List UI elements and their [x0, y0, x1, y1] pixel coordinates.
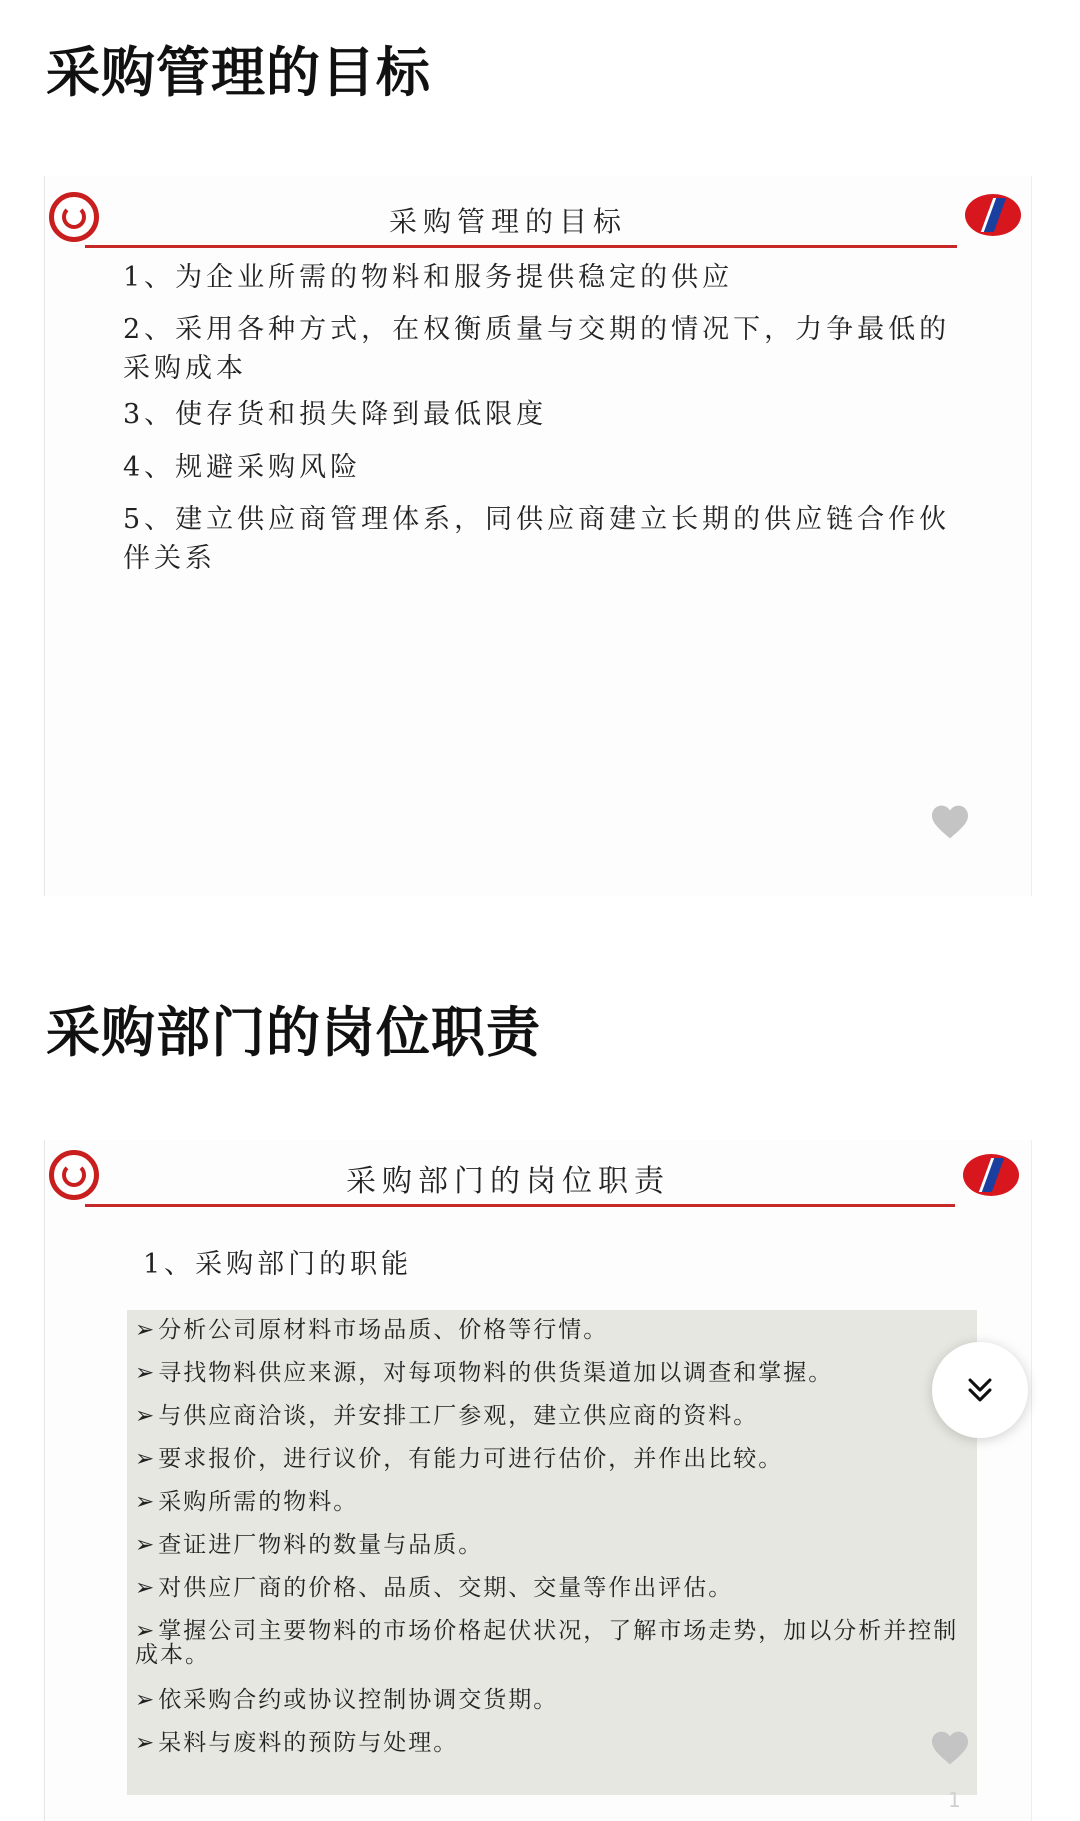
subheading: 1、采购部门的职能 [143, 1249, 413, 1280]
slide-goals [44, 176, 1032, 896]
bullet-arrow-icon: ➢ [135, 1532, 157, 1558]
bullet-arrow-icon: ➢ [135, 1317, 157, 1343]
list-item: ➢要求报价，进行议价，有能力可进行估价，并作出比较。 [135, 1446, 784, 1472]
bullet-arrow-icon: ➢ [135, 1489, 157, 1515]
bullet-arrow-icon: ➢ [135, 1360, 157, 1386]
slide-title: 采购管理的目标 [388, 205, 627, 238]
title-divider [85, 245, 957, 248]
list-item: ➢查证进厂物料的数量与品质。 [135, 1532, 484, 1558]
bullet-arrow-icon: ➢ [135, 1687, 157, 1713]
list-item: ➢依采购合约或协议控制协调交货期。 [135, 1687, 559, 1713]
heart-icon[interactable] [930, 804, 970, 840]
duty-list [127, 1310, 977, 1795]
bullet-arrow-icon: ➢ [135, 1403, 157, 1429]
dongfeng-logo-icon [49, 1150, 99, 1200]
scroll-down-button[interactable] [932, 1342, 1028, 1438]
slide-title: 采购部门的岗位职责 [346, 1164, 670, 1199]
goal-item: 4、规避采购风险 [123, 452, 362, 483]
red-logo-icon [963, 1154, 1019, 1196]
goal-item: 2、采用各种方式，在权衡质量与交期的情况下，力争最低的采购成本 [123, 314, 951, 384]
list-item: ➢与供应商洽谈，并安排工厂参观，建立供应商的资料。 [135, 1403, 759, 1429]
goal-item: 3、使存货和损失降到最低限度 [123, 399, 548, 430]
list-item: ➢对供应厂商的价格、品质、交期、交量等作出评估。 [135, 1575, 734, 1601]
slide-duties [44, 1140, 1032, 1821]
dongfeng-logo-icon [49, 192, 99, 242]
bullet-arrow-icon: ➢ [135, 1730, 157, 1756]
goal-item: 1、为企业所需的物料和服务提供稳定的供应 [123, 262, 734, 293]
red-logo-icon [965, 194, 1021, 236]
list-item: ➢寻找物料供应来源，对每项物料的供货渠道加以调查和掌握。 [135, 1360, 834, 1386]
list-item: ➢掌握公司主要物料的市场价格起伏状况，了解市场走势，加以分析并控制成本。 [135, 1618, 959, 1668]
section-heading-goals: 采购管理的目标 [46, 41, 431, 104]
goal-item: 5、建立供应商管理体系，同供应商建立长期的供应链合作伙伴关系 [123, 504, 951, 574]
section-heading-duties: 采购部门的岗位职责 [46, 1001, 541, 1064]
page-indicator: 1 [948, 1788, 961, 1812]
heart-icon[interactable] [930, 1730, 970, 1766]
bullet-arrow-icon: ➢ [135, 1446, 157, 1472]
list-item: ➢呆料与废料的预防与处理。 [135, 1730, 459, 1756]
bullet-arrow-icon: ➢ [135, 1575, 157, 1601]
list-item: ➢采购所需的物料。 [135, 1489, 359, 1515]
list-item: ➢分析公司原材料市场品质、价格等行情。 [135, 1317, 609, 1343]
bullet-arrow-icon: ➢ [135, 1618, 157, 1644]
double-chevron-down-icon [963, 1373, 997, 1407]
title-divider [85, 1204, 955, 1207]
